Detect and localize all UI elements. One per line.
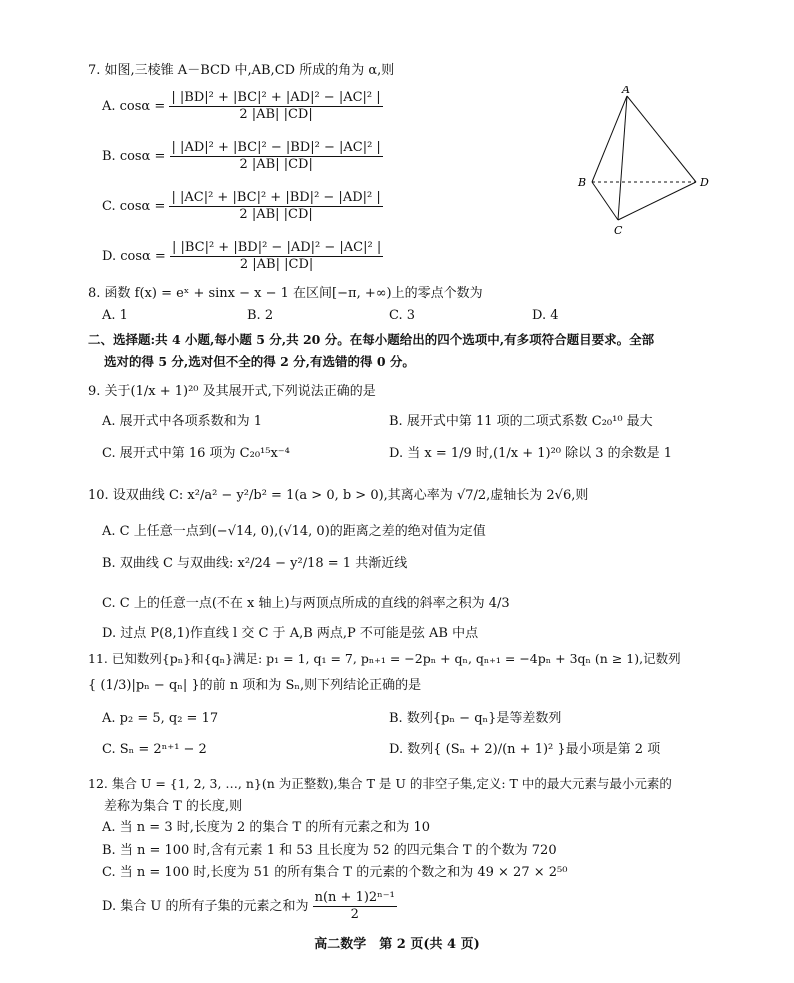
q10-option-a: A. C 上任意一点到(−√14, 0),(√14, 0)的距离之差的绝对值为定值 xyxy=(102,524,486,539)
q7-option-d-numerator: | |BC|² + |BD|² − |AD|² − |AC|² | xyxy=(171,240,382,255)
q9-option-d: D. 当 x = 1/9 时,(1/x + 1)²⁰ 除以 3 的余数是 1 xyxy=(389,446,673,461)
q10-option-d: D. 过点 P(8,1)作直线 l 交 C 于 A,B 两点,P 不可能是弦 AB 中点 xyxy=(102,626,479,641)
q7-option-c xyxy=(102,190,383,223)
q10-option-c: C. C 上的任意一点(不在 x 轴上)与两顶点所成的直线的斜率之积为 4/3 xyxy=(102,596,510,611)
q12-stem-line1: 12. 集合 U = {1, 2, 3, …, n}(n 为正整数),集合 T 是 U 的非空子集,定义: T 中的最大元素与最小元素的 xyxy=(88,776,672,791)
q7-option-d-prefix: D. cosα = xyxy=(102,249,166,264)
q7-option-c-fraction xyxy=(169,190,382,223)
q7-option-a-prefix: A. cosα = xyxy=(102,99,166,114)
q8-option-c: C. 3 xyxy=(389,308,416,323)
q7-option-c-numerator: | |AC|² + |BC|² + |BD|² − |AD|² | xyxy=(171,190,381,205)
q9-stem: 9. 关于(1/x + 1)²⁰ 及其展开式,下列说法正确的是 xyxy=(88,384,376,399)
q12-option-d-denominator: 2 xyxy=(350,907,359,922)
q12-option-d-fraction xyxy=(313,890,397,923)
edge-cd xyxy=(618,182,696,220)
q7-option-b-prefix: B. cosα = xyxy=(102,149,166,164)
q12-option-d-text: D. 集合 U 的所有子集的元素之和为 xyxy=(102,899,309,914)
q7-option-a-numerator: | |BD|² + |BC|² + |AD|² − |AC|² | xyxy=(171,90,381,105)
q7-option-a-denominator: 2 |AB| |CD| xyxy=(239,107,313,122)
q10-option-b: B. 双曲线 C 与双曲线: x²/24 − y²/18 = 1 共渐近线 xyxy=(102,556,408,571)
q11-stem-line2: { (1/3)|pₙ − qₙ| }的前 n 项和为 Sₙ,则下列结论正确的是 xyxy=(88,678,422,693)
edge-ad xyxy=(627,96,696,182)
q12-option-c: C. 当 n = 100 时,长度为 51 的所有集合 T 的元素的个数之和为 49 × 27 × 2⁵⁰ xyxy=(102,865,568,880)
edge-bc xyxy=(592,182,618,220)
q7-option-b-fraction xyxy=(170,140,383,173)
vertex-label-c: C xyxy=(614,224,623,236)
q11-option-b: B. 数列{pₙ − qₙ}是等差数列 xyxy=(389,711,562,726)
vertex-label-b: B xyxy=(578,176,587,189)
q8-option-b: B. 2 xyxy=(247,308,274,323)
q11-option-d: D. 数列{ (Sₙ + 2)/(n + 1)² }最小项是第 2 项 xyxy=(389,742,661,757)
q8-option-d: D. 4 xyxy=(532,308,559,323)
q12-option-b: B. 当 n = 100 时,含有元素 1 和 53 且长度为 52 的四元集合 T 的个数为 720 xyxy=(102,843,557,858)
tetrahedron-figure xyxy=(572,86,722,236)
q9-option-a: A. 展开式中各项系数和为 1 xyxy=(102,414,263,429)
q10-stem: 10. 设双曲线 C: x²/a² − y²/b² = 1(a > 0, b > 0),其离心率为 √7/2,虚轴长为 2√6,则 xyxy=(88,488,589,503)
q7-option-c-prefix: C. cosα = xyxy=(102,199,166,214)
q7-stem: 7. 如图,三棱锥 A－BCD 中,AB,CD 所成的角为 α,则 xyxy=(88,63,395,78)
q7-option-c-denominator: 2 |AB| |CD| xyxy=(239,207,313,222)
vertex-label-a: A xyxy=(622,86,630,96)
q11-stem-line1: 11. 已知数列{pₙ}和{qₙ}满足: p₁ = 1, q₁ = 7, pₙ₊₁ = −2pₙ + qₙ, qₙ₊₁ = −4pₙ + 3qₙ (n ≥ 1),记数列 xyxy=(88,651,681,666)
q7-option-d-denominator: 2 |AB| |CD| xyxy=(239,257,314,272)
q7-option-b xyxy=(102,140,383,173)
q12-option-a: A. 当 n = 3 时,长度为 2 的集合 T 的所有元素之和为 10 xyxy=(102,820,430,835)
q8-option-a: A. 1 xyxy=(102,308,128,323)
section2-header-line2: 选对的得 5 分,选对但不全的得 2 分,有选错的得 0 分。 xyxy=(104,354,415,369)
q12-option-d-numerator: n(n + 1)2ⁿ⁻¹ xyxy=(314,890,395,905)
vertex-label-d: D xyxy=(700,176,709,189)
q9-option-b: B. 展开式中第 11 项的二项式系数 C₂₀¹⁰ 最大 xyxy=(389,414,653,429)
q7-option-d-fraction xyxy=(170,240,383,273)
section2-header-line1: 二、选择题:共 4 小题,每小题 5 分,共 20 分。在每小题给出的四个选项中,有多项符合题目要求。全部 xyxy=(88,332,655,347)
q7-option-a xyxy=(102,90,383,123)
q7-option-b-numerator: | |AD|² + |BC|² − |BD|² − |AC|² | xyxy=(171,140,381,155)
page-footer: 高二数学 第 2 页(共 4 页) xyxy=(314,937,480,952)
q12-stem-line2: 差称为集合 T 的长度,则 xyxy=(104,799,243,814)
q8-stem: 8. 函数 f(x) = eˣ + sinx − x − 1 在区间[−π, +∞)上的零点个数为 xyxy=(88,286,483,301)
q7-option-a-fraction xyxy=(169,90,382,123)
q7-option-b-denominator: 2 |AB| |CD| xyxy=(239,157,313,172)
q11-option-a: A. p₂ = 5, q₂ = 17 xyxy=(102,711,219,726)
q11-option-c: C. Sₙ = 2ⁿ⁺¹ − 2 xyxy=(102,742,207,757)
q9-option-c: C. 展开式中第 16 项为 C₂₀¹⁵x⁻⁴ xyxy=(102,446,290,461)
q12-option-d xyxy=(102,890,397,923)
q7-option-d xyxy=(102,240,383,273)
